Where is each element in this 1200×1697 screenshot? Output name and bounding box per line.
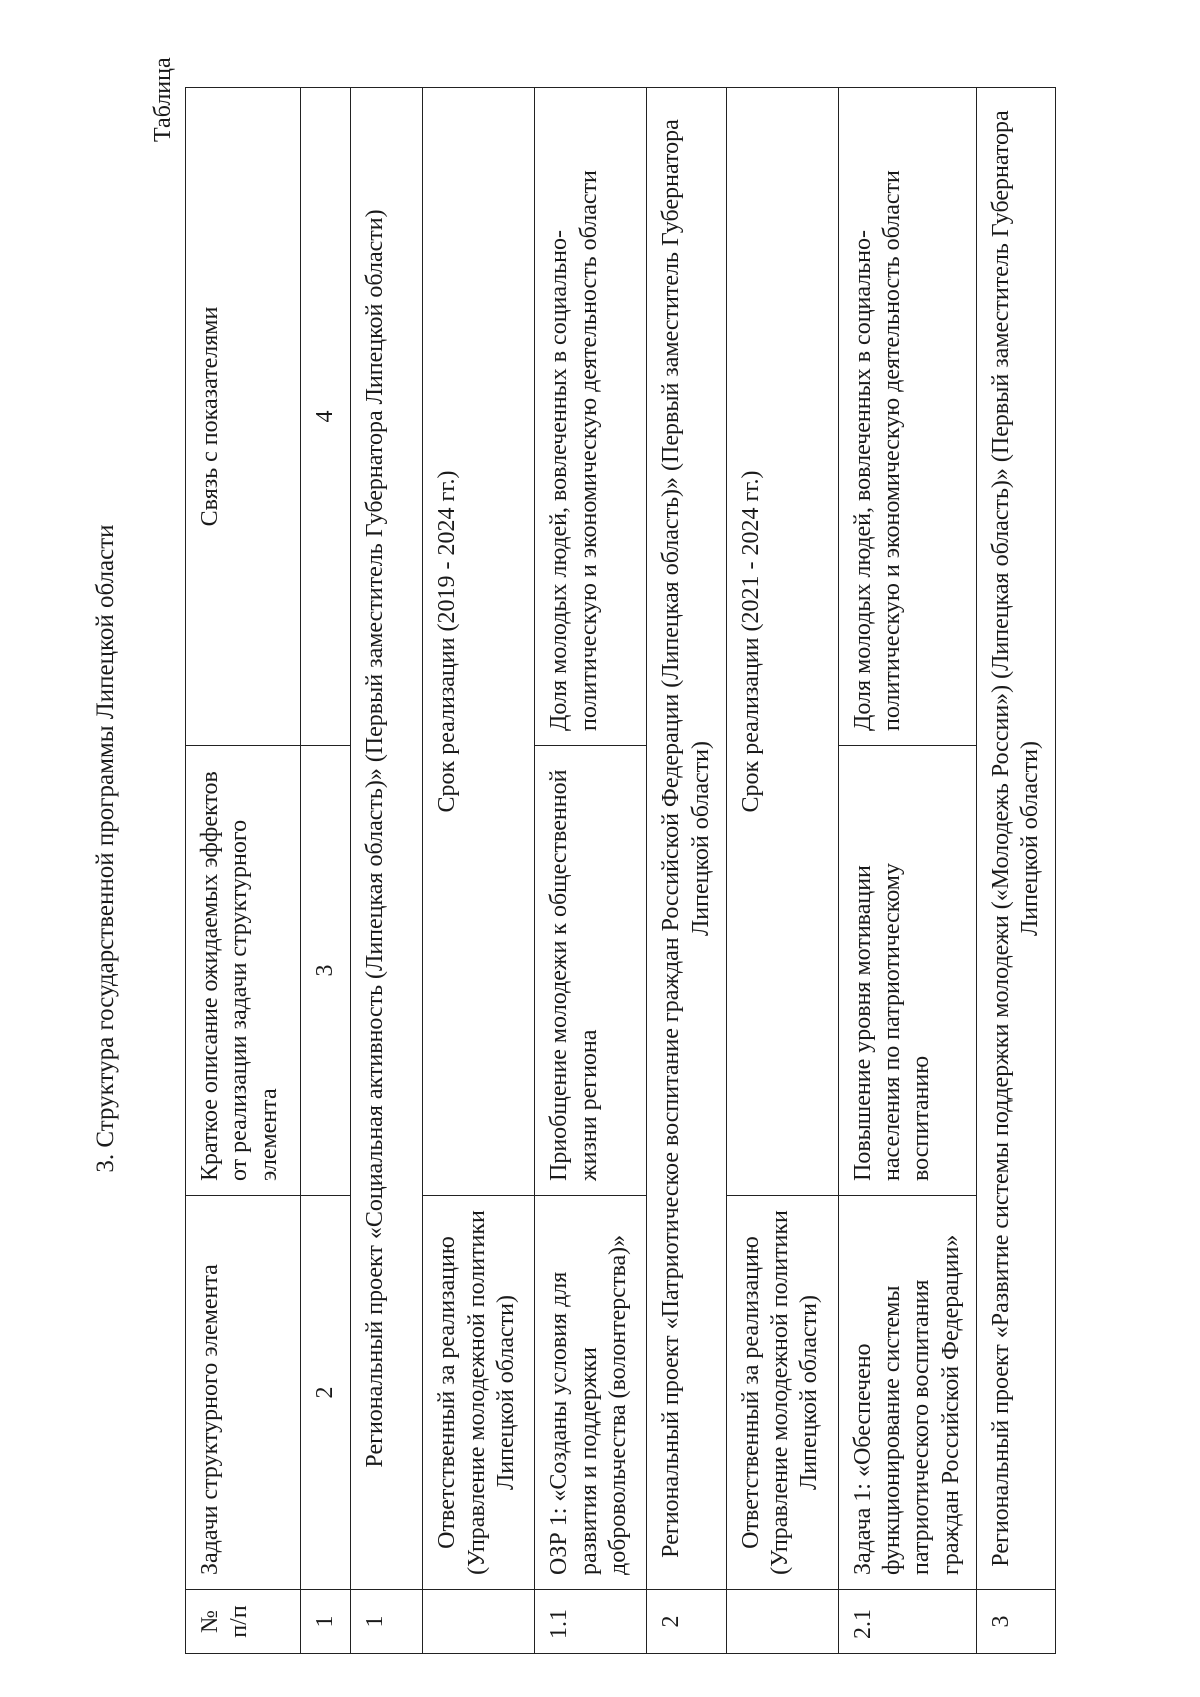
header-row	[186, 88, 301, 1654]
section-num: 2	[647, 1590, 727, 1654]
project-title: Региональный проект «Развитие системы поддержки молодежи («Молодежь России») (Липецкая область)» (Первый заместитель Губернатора Липецкой области)	[976, 88, 1056, 1590]
term-text: Срок реализации (2019 - 2024 гг.)	[423, 88, 535, 1196]
responsible-row	[726, 88, 838, 1654]
task-indicator: Доля молодых людей, вовлеченных в социально-политическую и экономическую деятельность области	[838, 88, 976, 746]
empty-cell	[726, 1590, 838, 1654]
responsible-text: Ответственный за реализацию (Управление молодежной политики Липецкой области)	[726, 1196, 838, 1590]
responsible-row	[423, 88, 535, 1654]
task-effect: Повышение уровня мотивации населения по патриотическому воспитанию	[838, 746, 976, 1196]
project-title: Региональный проект «Социальная активность (Липецкая область)» (Первый заместитель Губернатора Липецкой области)	[351, 88, 423, 1590]
header-indicators: Связь с показателями	[186, 88, 301, 746]
column-number-row	[301, 88, 351, 1654]
program-structure-table	[185, 87, 1056, 1654]
section-num: 1	[351, 1590, 423, 1654]
project-row	[351, 88, 423, 1654]
header-num: № п/п	[186, 1590, 301, 1654]
column-number: 2	[301, 1196, 351, 1590]
task-indicator: Доля молодых людей, вовлеченных в социально-политическую и экономическую деятельность области	[535, 88, 647, 746]
document-title: 3. Структура государственной программы Липецкой области	[92, 524, 119, 1173]
table-caption: Таблица	[150, 57, 176, 142]
task-effect: Приобщение молодежи к общественной жизни региона	[535, 746, 647, 1196]
task-num: 2.1	[838, 1590, 976, 1654]
column-number: 3	[301, 746, 351, 1196]
responsible-text: Ответственный за реализацию (Управление молодежной политики Липецкой области)	[423, 1196, 535, 1590]
column-number: 1	[301, 1590, 351, 1654]
project-row	[976, 88, 1056, 1654]
task-row	[535, 88, 647, 1654]
task-name: Задача 1: «Обеспечено функционирование системы патриотического воспитания граждан Российской Федерации»	[838, 1196, 976, 1590]
header-effects: Краткое описание ожидаемых эффектов от реализации задачи структурного элемента	[186, 746, 301, 1196]
header-tasks: Задачи структурного элемента	[186, 1196, 301, 1590]
project-title: Региональный проект «Патриотическое воспитание граждан Российской Федерации (Липецкая область)» (Первый заместитель Губернатора Липецкой области)	[647, 88, 727, 1590]
project-row	[647, 88, 727, 1654]
task-num: 1.1	[535, 1590, 647, 1654]
empty-cell	[423, 1590, 535, 1654]
task-row	[838, 88, 976, 1654]
section-num: 3	[976, 1590, 1056, 1654]
term-text: Срок реализации (2021 - 2024 гг.)	[726, 88, 838, 1196]
task-name: ОЗР 1: «Созданы условия для развития и поддержки добровольчества (волонтерства)»	[535, 1196, 647, 1590]
column-number: 4	[301, 88, 351, 746]
